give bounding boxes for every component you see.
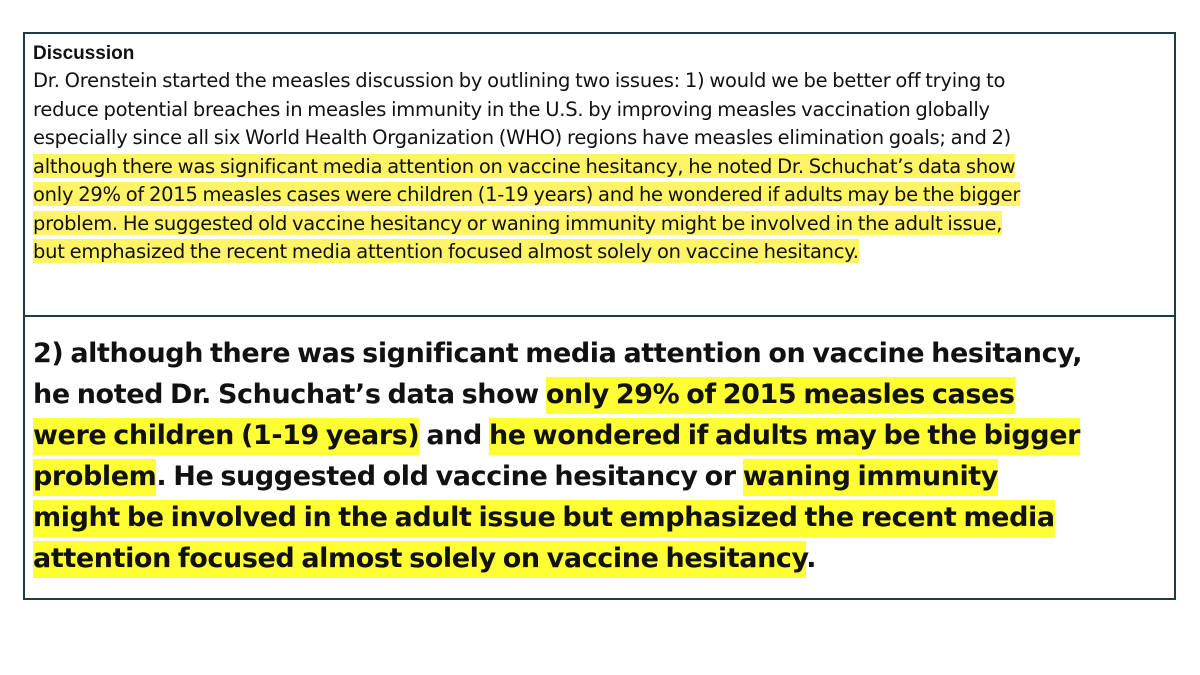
quote-highlight: attention focused almost solely on vaccine hesitancy [33,541,806,578]
excerpt-line: reduce potential breaches in measles immunity in the U.S. by improving measles vaccination globally [33,97,990,121]
excerpt-line: Dr. Orenstein started the measles discussion by outlining two issues: 1) would we be better off trying to [33,69,1006,92]
quote-line [33,497,1164,538]
enlarged-quote [33,333,1164,579]
document-frame [23,32,1176,600]
excerpt-highlighted-line: problem. He suggested old vaccine hesitancy or waning immunity might be involved in the adult issue, [33,211,1003,235]
quote-line: he noted Dr. Schuchat’s data show only 29% of 2015 measles cases [33,374,1164,415]
excerpt-line: especially since all six World Health Organization (WHO) regions have measles elimination goals; and 2) [33,126,1012,149]
quote-highlight: were children (1-19 years) [33,418,419,455]
section-heading: Discussion [33,43,135,64]
quote-highlight: might be involved in the adult issue but emphasized the recent media [33,500,1055,537]
excerpt-highlighted-line: although there was significant media attention on vaccine hesitancy, he noted Dr. Schuchat’s data show [33,154,1016,178]
quote-line: 2) although there was significant media attention on vaccine hesitancy, [33,338,1083,369]
quote-line: were children (1-19 years) and he wondered if adults may be the bigger [33,415,1164,456]
excerpt-paragraph [33,67,1164,267]
excerpt-highlighted-line: only 29% of 2015 measles cases were children (1-19 years) and he wondered if adults may be the bigger [33,183,1021,206]
enlarged-quote-panel [25,317,1174,598]
quote-line: problem. He suggested old vaccine hesitancy or waning immunity [33,456,1164,497]
quote-highlight: only 29% of 2015 measles cases [546,377,1015,414]
quote-highlight: he wondered if adults may be the bigger [489,418,1080,455]
excerpt-highlighted-line: but emphasized the recent media attention focused almost solely on vaccine hesitancy. [33,240,859,263]
original-excerpt-panel [25,34,1174,317]
quote-highlight: problem [33,459,156,496]
quote-line: attention focused almost solely on vaccine hesitancy. [33,538,1164,579]
quote-highlight: waning immunity [743,459,998,496]
